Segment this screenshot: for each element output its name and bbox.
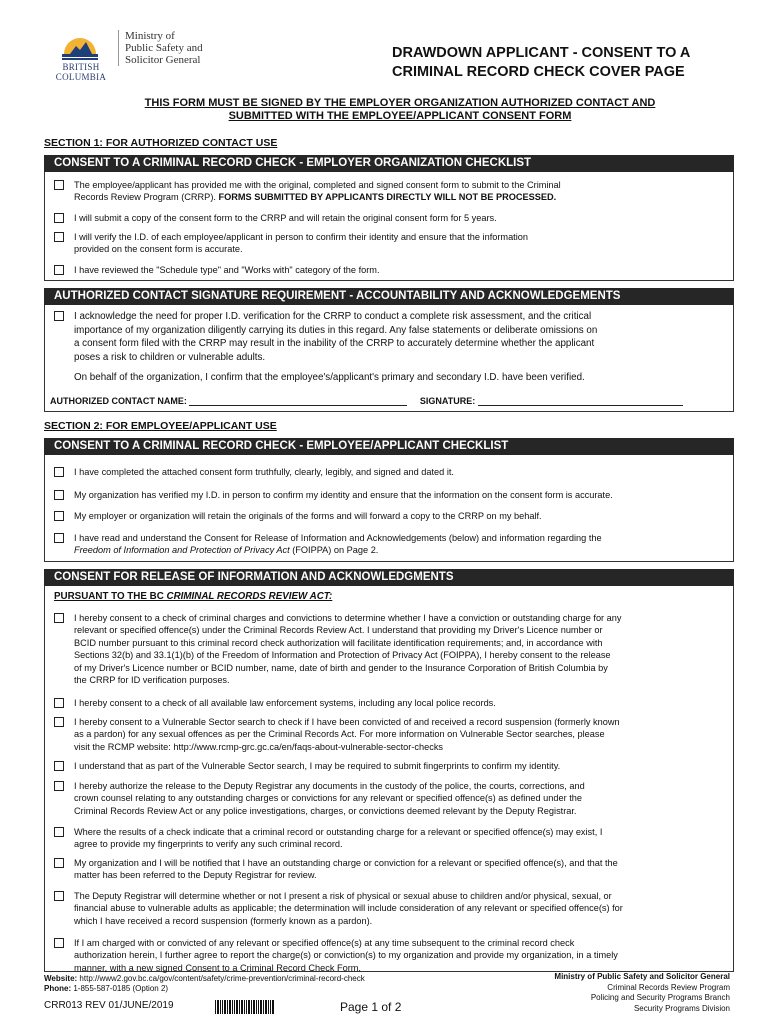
footer-branch: Policing and Security Programs Branch (590, 993, 730, 1002)
checkbox[interactable] (54, 467, 64, 477)
release-item-line: matter has been referred to the Deputy Registrar for review. (74, 870, 317, 881)
ack-line-1: I acknowledge the need for proper I.D. verification for the CRRP to conduct a complete risk assessment, and the critical (74, 311, 592, 322)
phone-number: 1-855-587-0185 (Option 2) (71, 984, 169, 993)
release-item-line: I hereby consent to a check of all available law enforcement systems, including any local police records. (74, 698, 496, 708)
release-item-line: as a pardon) for any sexual offences as per the Criminal Records Act. For more information on Vulnerable Sector searches, please (74, 729, 605, 740)
checkbox[interactable] (54, 511, 64, 521)
checkbox[interactable] (54, 761, 64, 771)
release-item-line: I hereby consent to a Vulnerable Sector search to check if I have been convicted of and received a record suspension (formerly known (74, 717, 620, 727)
item-text-line2b: (FOIPPA) on Page 2. (289, 545, 379, 555)
acknowledgement-item (54, 310, 722, 364)
checkbox[interactable] (54, 232, 64, 242)
employer-checklist-title: CONSENT TO A CRIMINAL RECORD CHECK - EMPLOYER ORGANIZATION CHECKLIST (44, 155, 734, 172)
release-item-line: crown counsel relating to any outstanding charges or convictions for any relevant or specified offence(s) as defined under the (74, 793, 582, 804)
release-item-line: I hereby consent to a check of criminal charges and convictions to determine whether I have a conviction or outstanding charge for any (74, 613, 622, 623)
item-text-line1: My organization has verified my I.D. in person to confirm my identity and ensure that the information on the consent form is accurate. (74, 490, 613, 500)
item-text-line1: I will submit a copy of the consent form to the CRRP and will retain the original consent form for 5 years. (74, 213, 497, 223)
checkbox[interactable] (54, 213, 64, 223)
contact-name-label: AUTHORIZED CONTACT NAME: (50, 396, 187, 406)
page-number: Page 1 of 2 (340, 1000, 402, 1014)
item-text-line2 (74, 544, 722, 556)
release-item-line: which I have received a record suspension (formerly known as a pardon). (74, 915, 373, 926)
release-item-line: visit the RCMP website: http://www.rcmp-grc.gc.ca/en/faqs-about-vulnerable-sector-checks (74, 741, 444, 752)
footer-division: Security Programs Division (633, 1003, 730, 1013)
employee-checklist-title: CONSENT TO A CRIMINAL RECORD CHECK - EMPLOYEE/APPLICANT CHECKLIST (44, 438, 734, 455)
release-item-line: the CRRP for ID verification purposes. (74, 675, 230, 686)
item-text-line1: I will verify the I.D. of each employee/applicant in person to confirm their identity and ensure that the information (74, 232, 528, 242)
release-item-line: financial abuse to vulnerable adults as applicable; the determination will include consideration of any relevant or specified offence(s) for (74, 903, 623, 914)
employee-checklist-item-1 (54, 466, 722, 478)
release-item-line: Sections 32(b) and 33.1(1)(b) of the Freedom of Information and Protection of Privacy Act (FOIPPA), I hereby consent to the release (74, 650, 611, 661)
checkbox[interactable] (54, 490, 64, 500)
barcode-icon (215, 1000, 275, 1014)
checkbox[interactable] (54, 938, 64, 948)
footer-program (490, 972, 730, 1014)
section1-label: SECTION 1: FOR AUTHORIZED CONTACT USE (44, 137, 278, 149)
checkbox[interactable] (54, 180, 64, 190)
release-item-line: If I am charged with or convicted of any relevant or specified offence(s) at any time subsequent to the criminal record check (74, 938, 575, 948)
phone-label: Phone: (44, 984, 72, 993)
item-text-line2: provided on the consent form is accurate. (74, 244, 243, 254)
release-item (54, 890, 722, 927)
website-url[interactable]: http://www2.gov.bc.ca/gov/content/safety/crime-prevention/criminal-record-check (77, 974, 365, 983)
bc-wordmark (52, 62, 110, 82)
bc-wordmark-line1: BRITISH (62, 62, 100, 72)
pursuant-heading (54, 591, 332, 602)
behalf-statement (54, 372, 722, 384)
item-text-line2a: Freedom of Information and Protection of Privacy Act (74, 545, 290, 555)
bc-sun-emblem-icon (60, 32, 100, 62)
checkbox[interactable] (54, 698, 64, 708)
release-item (54, 937, 722, 974)
employer-checklist-item-4 (54, 264, 722, 276)
release-item (54, 780, 722, 817)
employer-checklist-item-2 (54, 212, 722, 224)
footer-website (44, 974, 365, 984)
release-item-line: of my Driver's Licence number or BCID number, name, date of birth and gender to the Insurance Corporation of British Columbia by (74, 662, 608, 673)
accountability-title: AUTHORIZED CONTACT SIGNATURE REQUIREMENT - ACCOUNTABILITY AND ACKNOWLEDGEMENTS (44, 288, 734, 305)
section2-label: SECTION 2: FOR EMPLOYEE/APPLICANT USE (44, 420, 277, 432)
footer-ministry: Ministry of Public Safety and Solicitor General (554, 972, 730, 981)
item-text-line2b: FORMS SUBMITTED BY APPLICANTS DIRECTLY WILL NOT BE PROCESSED. (218, 192, 557, 202)
item-text-line2a: Records Review Program (CRRP). (74, 192, 219, 202)
checkbox[interactable] (54, 717, 64, 727)
ack-line-3: a consent form filed with the CRRP may result in the inability of the CRRP to accurately determine whether the applicant (74, 338, 595, 349)
release-item (54, 716, 722, 753)
release-item-line: manner, with a new signed Consent to a Criminal Record Check Form. (74, 962, 361, 973)
release-item-line: agree to provide my fingerprints to verify any such criminal record. (74, 839, 343, 850)
release-item-line: BCID number pursuant to this criminal record check authorization will facilitate identification requirements; and, in accordance with (74, 637, 603, 648)
pursuant-heading-b: CRIMINAL RECORDS REVIEW ACT: (166, 591, 333, 602)
contact-name-field[interactable] (189, 396, 407, 406)
bc-wordmark-line2: COLUMBIA (55, 72, 107, 82)
checkbox[interactable] (54, 613, 64, 623)
item-text-line1: The employee/applicant has provided me with the original, completed and signed consent form to submit to the Criminal (74, 180, 561, 190)
release-item (54, 857, 722, 882)
release-item (54, 612, 722, 686)
pursuant-heading-a: PURSUANT TO THE BC (54, 591, 167, 602)
checkbox[interactable] (54, 781, 64, 791)
footer-phone (44, 984, 365, 994)
checkbox[interactable] (54, 533, 64, 543)
release-item-line: My organization and I will be notified that I have an outstanding charge or conviction for a relevant or specified offence(s), and that the (74, 858, 618, 868)
employee-checklist-item-3 (54, 510, 722, 522)
signature-field[interactable] (478, 396, 683, 406)
employee-checklist-item-4 (54, 532, 722, 556)
form-revision: CRR013 REV 01/JUNE/2019 (44, 1000, 174, 1011)
release-item-line: The Deputy Registrar will determine whether or not I present a risk of physical or sexual abuse to children and/or physical, sexual, or (74, 891, 612, 901)
checkbox[interactable] (54, 891, 64, 901)
signature-label: SIGNATURE: (419, 396, 476, 406)
item-text-line1: I have read and understand the Consent for Release of Information and Acknowledgements (below) and information regarding the (74, 533, 602, 543)
ministry-name (118, 30, 203, 66)
item-text-line1: I have reviewed the "Schedule type" and "Works with" category of the form. (74, 265, 380, 275)
release-item (54, 697, 722, 709)
ack-line-4: poses a risk to children or vulnerable adults. (74, 351, 266, 363)
form-title (392, 44, 732, 82)
release-item-line: Where the results of a check indicate that a criminal record or outstanding charge for a relevant or specified offence(s) may exist, I (74, 827, 603, 837)
ack-line-2: importance of my organization diligently carrying its duties in this regard. Any false statements or deliberate omissions on (74, 324, 598, 336)
form-title-line2: CRIMINAL RECORD CHECK COVER PAGE (392, 64, 685, 80)
footer-contact (44, 974, 365, 994)
item-text-line1: My employer or organization will retain the originals of the forms and will forward a copy to the CRRP on my behalf. (74, 511, 542, 521)
checkbox[interactable] (54, 265, 64, 275)
ministry-line3: Solicitor General (125, 54, 201, 66)
release-title: CONSENT FOR RELEASE OF INFORMATION AND ACKNOWLEDGMENTS (44, 569, 734, 586)
release-item-line: Criminal Records Review Act or any police investigations, charges, or convictions deemed relevant by the Deputy Registrar. (74, 805, 577, 816)
release-item-line: I understand that as part of the Vulnerable Sector search, I may be required to submit fingerprints to confirm my identity. (74, 761, 561, 771)
release-item-line: relevant or specified offence(s) under the Criminal Records Review Act. I understand that providing my Driver's Licence number or (74, 625, 603, 636)
signature-notice-line1: THIS FORM MUST BE SIGNED BY THE EMPLOYER ORGANIZATION AUTHORIZED CONTACT AND (144, 97, 656, 109)
signature-notice (60, 97, 740, 123)
employer-checklist-item-3 (54, 231, 722, 255)
ministry-line1: Ministry of (125, 30, 175, 42)
release-item (54, 826, 722, 851)
website-label: Website: (44, 974, 78, 983)
checkbox[interactable] (54, 858, 64, 868)
employee-checklist-item-2 (54, 489, 722, 501)
checkbox[interactable] (54, 827, 64, 837)
item-text-line2 (74, 191, 722, 203)
footer-program-name: Criminal Records Review Program (607, 982, 730, 992)
bc-government-logo (52, 30, 212, 84)
release-item-line: I hereby authorize the release to the Deputy Registrar any documents in the custody of the police, the courts, corrections, and (74, 781, 585, 791)
employer-checklist-item-1 (54, 179, 722, 203)
signature-notice-line2: SUBMITTED WITH THE EMPLOYEE/APPLICANT CONSENT FORM (228, 110, 572, 122)
form-title-line1: DRAWDOWN APPLICANT - CONSENT TO A (392, 45, 691, 61)
behalf-text: On behalf of the organization, I confirm that the employee's/applicant's primary and secondary I.D. have been verified. (74, 372, 585, 383)
release-item-line: authorization herein, I further agree to report the charge(s) or conviction(s) to my organization and provide my organization, in a timely (74, 950, 618, 961)
checkbox[interactable] (54, 311, 64, 321)
release-item (54, 760, 722, 772)
authorized-contact-signature-row (50, 396, 710, 406)
ministry-line2: Public Safety and (125, 42, 203, 54)
item-text-line1: I have completed the attached consent form truthfully, clearly, legibly, and signed and dated it. (74, 467, 454, 477)
